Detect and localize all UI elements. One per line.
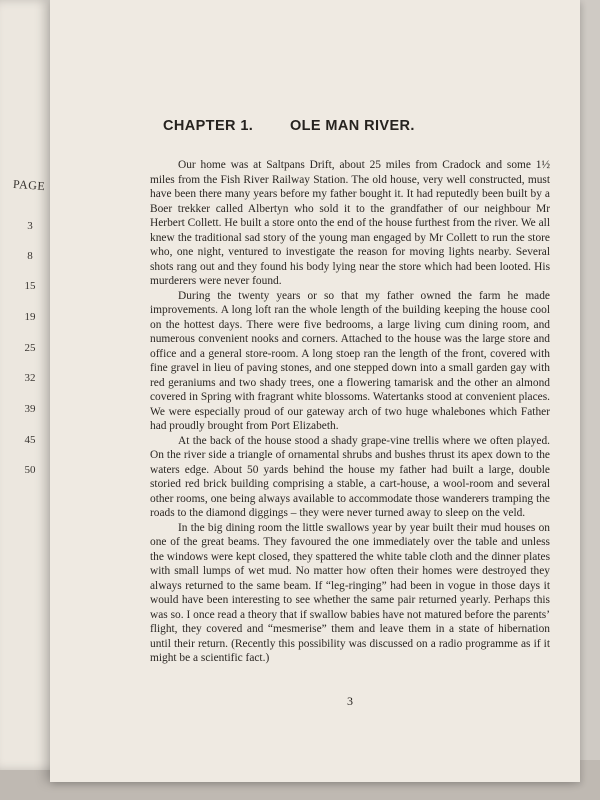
contents-page-number: 15 (24, 280, 36, 292)
contents-page-number: 50 (24, 464, 36, 476)
chapter-heading (163, 118, 415, 134)
paragraph: At the back of the house stood a shady grape-vine trellis where we often played. On the river side a triangle of ornamental shrubs and bushes thrust its apex down to the waters edge. About 50 yards behind the house my father had built a large, double storied red brick building comprising a stable, a cart-house, a wool-room and several other rooms, one being always available to accommodate those wanderers tramping the roads to the diamond diggings – they were never turned away to sleep on the veld. (150, 434, 550, 519)
contents-page-number: 32 (24, 372, 36, 384)
page-number: 3 (347, 694, 353, 708)
contents-page-number: 3 (27, 220, 33, 232)
paragraph: Our home was at Saltpans Drift, about 25 miles from Cradock and some 1½ miles from the Fish River Railway Station. The old house, very well constructed, must have been there many years before my father bought it. It had reputedly been built by a Boer trekker called Albertyn who sold it to the grandfather of our neighbour Mr Herbert Collett. He built a store onto the end of the house furthest from the river. We all knew the traditional sad story of the young man engaged by Mr Collett to run the store who, one night, ventured to investigate the reason for moving lights nearby. Several shots rang out and they found his body lying near the store which had been looted. His murderers were never found. (150, 159, 550, 287)
chapter-number: CHAPTER 1. (163, 118, 254, 134)
contents-page-number: 25 (24, 342, 36, 354)
chapter-title: OLE MAN RIVER. (290, 118, 415, 134)
paragraph: During the twenty years or so that my father owned the farm he made improvements. A long loft ran the whole length of the building keeping the house cool on the hottest days. There were five bedrooms, a large living cum dining room, and numerous convenient nooks and corners. Attached to the house was the large store and office and a general store-room. A long stoep ran the length of the front, covered with fine gravel in lieu of paving stones, and one stepped down into a small garden gay with red geraniums and two shady trees, one a flowering tamarisk and the other an almond covered in Spring with fragrant white blossoms. Watertanks stood at convenient places. We were especially proud of our gateway arch of two huge whalebones which Father had proudly brought from Port Elizabeth. (150, 289, 550, 432)
contents-page-number: 39 (24, 403, 36, 415)
contents-page-number: 8 (27, 250, 33, 262)
contents-page-number: 45 (24, 434, 36, 446)
book-page (50, 0, 580, 782)
page-column-label: PAGE (12, 176, 46, 194)
paragraph: In the big dining room the little swallows year by year built their mud houses on one of the great beams. They favoured the one immediately over the table and unless the windows were kept closed, they spattered the white table cloth and the dinner plates with small lumps of wet mud. No matter how often their homes were destroyed they always returned to the same beam. If “leg-ringing” had been in vogue in those days it would have been interesting to see whether the same pair returned yearly. Perhaps this was so. I once read a theory that if swallow babies have not matured before the parents’ flight, they covered and “mesmerise” them and leave them in a state of hibernation until their return. (Recently this possibility was discussed on a radio programme as if it might be a scientific fact.) (150, 521, 550, 664)
contents-page-number: 19 (24, 311, 36, 323)
chapter-body (150, 158, 550, 666)
